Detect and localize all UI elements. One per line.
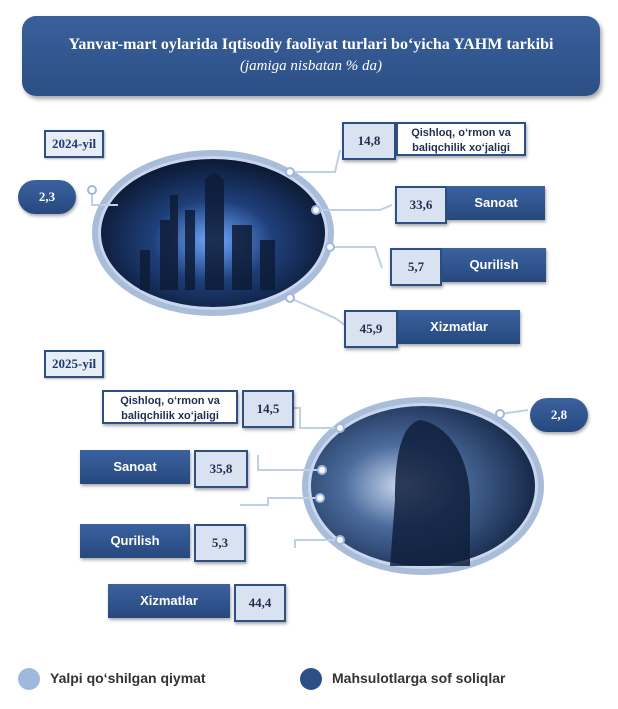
label-services-2024: Xizmatlar: [398, 310, 520, 344]
label-construction-2025: Qurilish: [80, 524, 190, 558]
legend-dot-value-added: [18, 668, 40, 690]
value-industry-2025: 35,8: [194, 450, 248, 488]
label-industry-2025: Sanoat: [80, 450, 190, 484]
value-construction-2024: 5,7: [390, 248, 442, 286]
year-label-2024: 2024-yil: [44, 130, 104, 158]
value-industry-2024: 33,6: [395, 186, 447, 224]
value-agriculture-2025: 14,5: [242, 390, 294, 428]
label-agriculture-2024: Qishloq, o‘rmon va baliqchilik xo‘jaligi: [396, 122, 526, 156]
value-agriculture-2024: 14,8: [342, 122, 396, 160]
value-services-2025: 44,4: [234, 584, 286, 622]
year-label-2025: 2025-yil: [44, 350, 104, 378]
label-industry-2024: Sanoat: [447, 186, 545, 220]
net-taxes-value-2025: 2,8: [530, 398, 588, 432]
legend-label-value-added: Yalpi qo‘shilgan qiymat: [50, 670, 206, 686]
legend-label-net-taxes: Mahsulotlarga sof soliqlar: [332, 670, 506, 686]
legend-dot-net-taxes: [300, 668, 322, 690]
value-services-2024: 45,9: [344, 310, 398, 348]
chart-subtitle: (jamiga nisbatan % da): [239, 58, 383, 74]
net-taxes-value-2024: 2,3: [18, 180, 76, 214]
value-construction-2025: 5,3: [194, 524, 246, 562]
label-services-2025: Xizmatlar: [108, 584, 230, 618]
label-construction-2024: Qurilish: [442, 248, 546, 282]
label-agriculture-2025: Qishloq, o‘rmon va baliqchilik xo‘jaligi: [102, 390, 238, 424]
chart-title: Yanvar-mart oylarida Iqtisodiy faoliyat turlari bo‘yicha YAHM tarkibi: [68, 36, 554, 53]
